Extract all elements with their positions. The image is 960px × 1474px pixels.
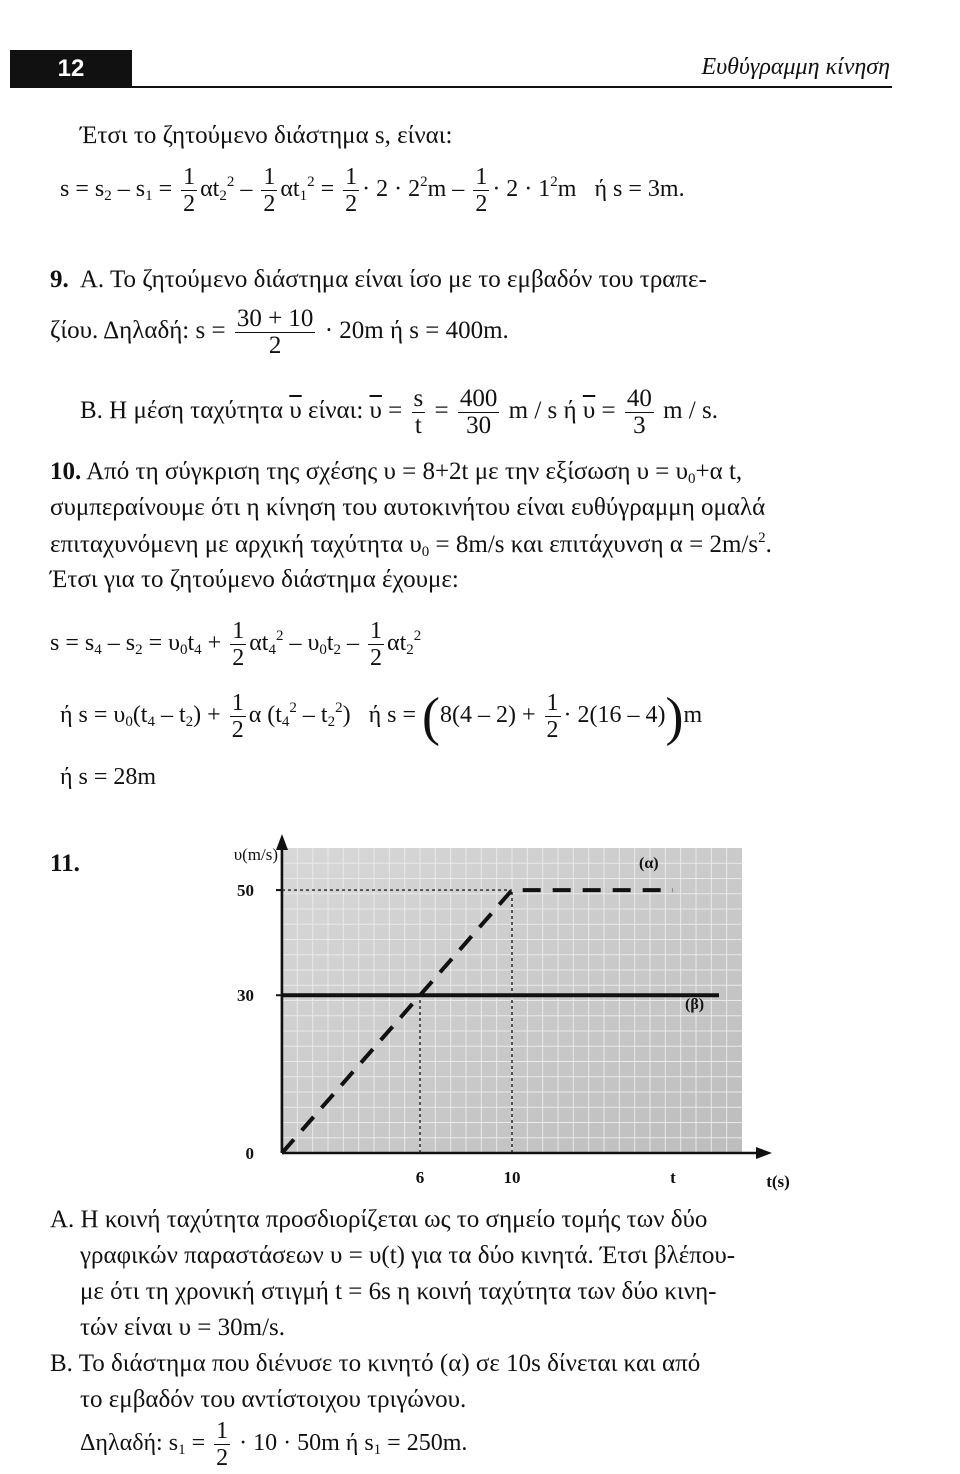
p9-B-line: Β. Η μέση ταχύτητα $\overline{\upsilon}$ είναι: $\overline{\upsilon}$ = $\frac{s}{t}$ = $\frac{400}{30}$ m / s ή $\overline{\upsilon}$ = $\frac{40}{3}$ m / s. [80, 385, 718, 439]
p11-A-line2: γραφικών παραστάσεων υ = υ(t) για τα δύο κινητά. Έτσι βλέπου- [80, 1242, 736, 1269]
x-axis-label: t(s) [766, 1172, 790, 1191]
p10-line4: Έτσι για το ζητούμενο διάστημα έχουμε: [50, 566, 459, 593]
p8-intro: Έτσι το ζητούμενο διάστημα s, είναι: [80, 122, 453, 149]
y-tick-label: 50 [237, 881, 254, 901]
x-tick-label: t [670, 1168, 676, 1187]
header-rule [132, 86, 892, 88]
p10-line3: επιταχυνόμενη με αρχική ταχύτητα $\upsilon_0 = 8m/s$ και επιτάχυνση $\alpha = 2m/s^2$. [50, 530, 772, 560]
p11-A-line3: με ότι τη χρονική στιγμή t = 6s η κοινή ταχύτητα των δύο κινη- [80, 1278, 717, 1305]
page-number: 12 [10, 50, 132, 88]
p10-equation-1: $s = s_4 - s_2 = \upsilon_0t_4$ + $\frac{1}{2}$ $\alpha t_4^2 - \upsilon_0t_2$ – $\frac{1}{2}$ $\alpha t_2^2$ [50, 618, 422, 671]
p10-equation-3: ή s = 28m [60, 764, 157, 790]
velocity-time-chart [190, 840, 790, 1191]
y-axis-label: υ(m/s) [233, 845, 278, 864]
x-axis-arrow [756, 1147, 772, 1159]
p11-B-line1: Β. Το διάστημα που διένυσε το κινητό (α) σε 10s δίνεται και από [50, 1350, 701, 1377]
running-title: Ευθύγραμμη κίνηση [701, 54, 890, 80]
series-a-label: (α) [639, 855, 659, 873]
p9-A-equation: ζίου. Δηλαδή: s = $\frac{30 + 10}{2}$ · 20m ή s = 400m. [50, 305, 509, 359]
p11-A-line4: τών είναι υ = 30m/s. [80, 1314, 286, 1341]
p11-B-equation: Δηλαδή: $s_1$ = $\frac{1}{2}$ · 10 · 50m ή $s_1 = 250m$. [80, 1418, 468, 1471]
p11-B-line2: το εμβαδόν του αντίστοιχου τριγώνου. [80, 1386, 467, 1413]
p8-equation: $s = s_2 - s_1$ = $\frac{1}{2}$ $\alpha t_2^2$ – $\frac{1}{2}$ $\alpha t_1^2$ = $\frac{1}{2}$ · $2 \cdot 2^2m$ – $\frac{1}{2}$ · $2 \cdot 1^2m$ ή s = 3m. [60, 164, 685, 217]
p11-A-line1: Α. Η κοινή ταχύτητα προσδιορίζεται ως το σημείο τομής των δύο [50, 1206, 708, 1233]
x-tick-label: 6 [415, 1168, 425, 1187]
x-tick-label: 10 [503, 1168, 521, 1187]
y-tick-label: 0 [245, 1144, 254, 1163]
p10-line1: 10. Από τη σύγκριση της σχέσης υ = 8+2t με την εξίσωση $\upsilon = \upsilon_0+\alpha$ t, [50, 458, 743, 487]
series-b-label: (β) [685, 996, 705, 1014]
p10-line2: συμπεραίνουμε ότι η κίνηση του αυτοκινήτου είναι ευθύγραμμη ομαλά [50, 494, 766, 521]
y-tick-label: 30 [237, 986, 254, 1006]
p9-A-line: 9. Α. Το ζητούμενο διάστημα είναι ίσο με το εμβαδόν του τραπε- [50, 266, 707, 293]
p11-label: 11. [50, 850, 80, 877]
p10-equation-2: ή $s = \upsilon_0(t_4 - t_2)$ + $\frac{1}{2}$ α $(t_4^2 - t_2^2)$ ή s = (8(4 – 2) + $\frac{1}{2}$ · 2(16 – 4))m [60, 686, 703, 747]
